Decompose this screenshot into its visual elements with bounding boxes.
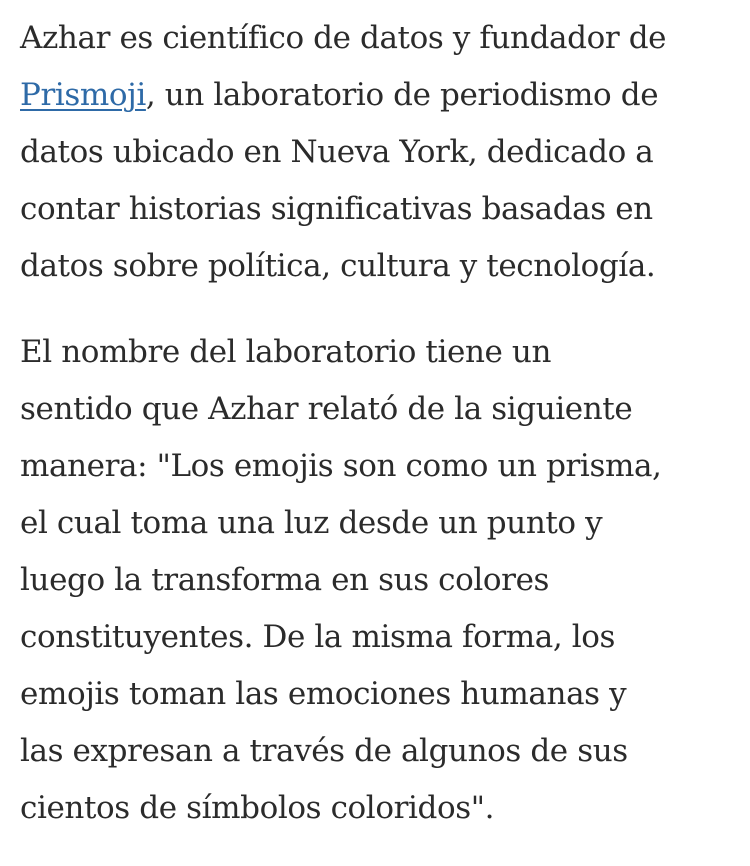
text-line: cientos de símbolos coloridos". xyxy=(20,790,495,826)
text-line: luego la transforma en sus colores xyxy=(20,562,550,598)
text-line: constituyentes. De la misma forma, los xyxy=(20,619,616,655)
text-line: Azhar es científico de datos y fundador de xyxy=(20,20,667,56)
text-line: sentido que Azhar relató de la siguiente xyxy=(20,391,633,427)
text-line: emojis toman las emociones humanas y xyxy=(20,676,627,712)
text-line: datos ubicado en Nueva York, dedicado a xyxy=(20,134,654,170)
text-line: las expresan a través de algunos de sus xyxy=(20,733,628,769)
text-line: datos sobre política, cultura y tecnología. xyxy=(20,248,656,284)
article-body xyxy=(20,10,735,837)
text-line: contar historias significativas basadas en xyxy=(20,191,653,227)
paragraph-gap xyxy=(20,295,735,324)
paragraph-1 xyxy=(20,10,735,295)
text-line-tail: , un laboratorio de periodismo de xyxy=(145,77,659,113)
text-line: El nombre del laboratorio tiene un xyxy=(20,334,552,370)
paragraph-2 xyxy=(20,324,735,837)
text-line: manera: "Los emojis son como un prisma, xyxy=(20,448,662,484)
text-line: el cual toma una luz desde un punto y xyxy=(20,505,603,541)
prismoji-link[interactable]: Prismoji xyxy=(20,77,146,113)
text-line xyxy=(20,67,735,124)
